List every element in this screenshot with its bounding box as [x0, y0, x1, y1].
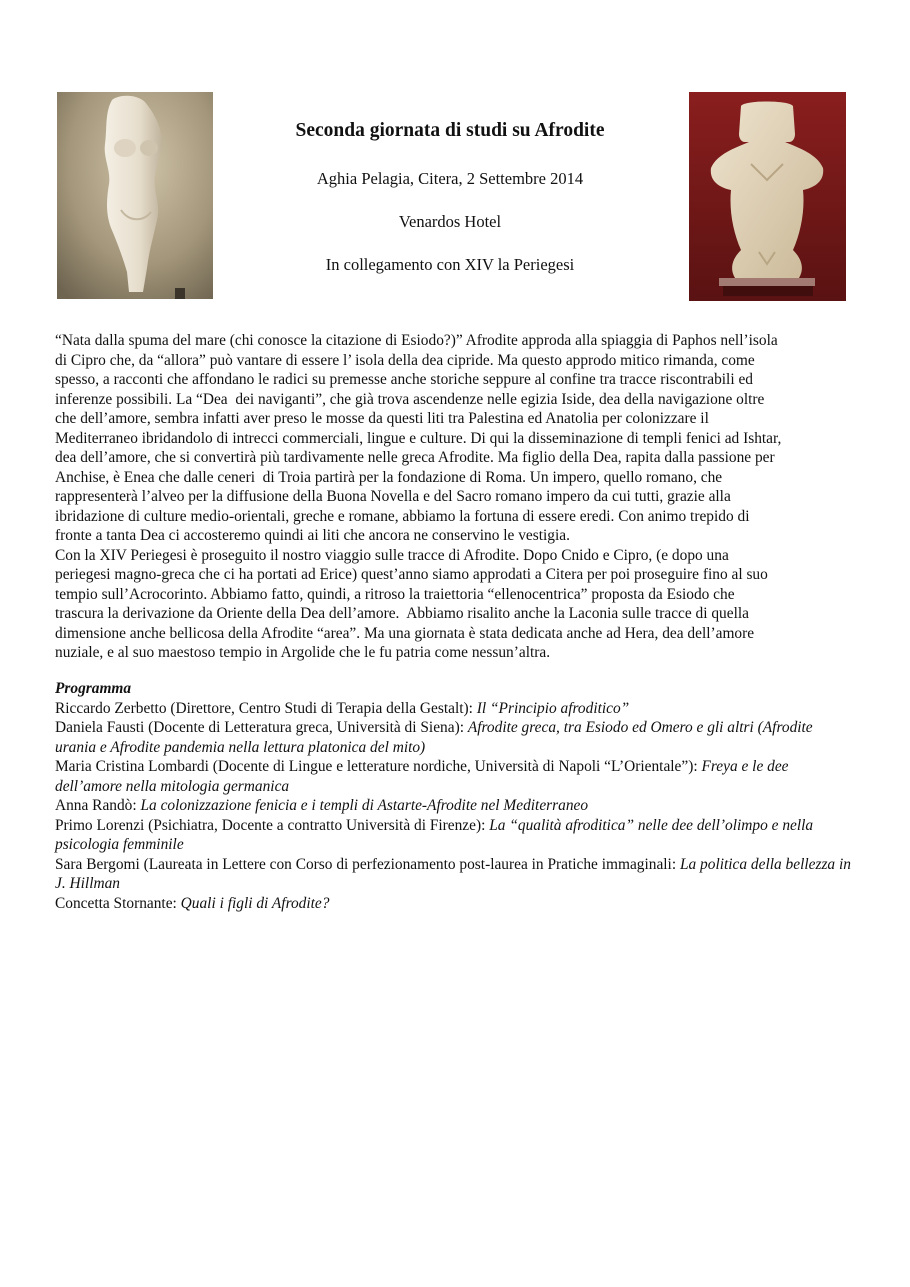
talk-title: Quali i figli di Afrodite? — [180, 894, 330, 912]
event-place-date: Aghia Pelagia, Citera, 2 Settembre 2014 — [316, 169, 584, 188]
program-section — [55, 679, 855, 913]
aphrodite-statue-photo — [57, 92, 213, 299]
intro-text — [55, 331, 855, 663]
event-title: Seconda giornata di studi su Afrodite — [295, 120, 605, 141]
program-item — [55, 699, 855, 719]
talk-title: Il “Principio afroditico” — [476, 699, 630, 717]
speaker: Primo Lorenzi (Psichiatra, Docente a contratto Università di Firenze): — [55, 816, 490, 834]
speaker: Sara Bergomi (Laureata in Lettere con Corso di perfezionamento post-laurea in Pratiche immaginali: — [55, 855, 680, 873]
event-link: In collegamento con XIV la Periegesi — [325, 255, 575, 274]
intro-paragraph-1: “Nata dalla spuma del mare (chi conosce la citazione di Esiodo?)” Afrodite approda alla spiaggia di Paphos nell’isola di Cipro che, da “allora” può vantare di essere l’ isola della dea cipride. Ma questo approdo mitico rimanda, come spesso, a racconti che affondano le radici su premesse anche storiche seppure al confine tra tracce riscontrabili ed inferenze possibili. La “Dea dei naviganti”, che già trova ascendenze nelle egizia Iside, dea della navigazione oltre che dell’amore, sembra infatti aver preso le mosse da questi liti tra Palestina ed Anatolia per colonizzare il Mediterraneo ibridandolo di intrecci commerciali, lingue e culture. Di qui la disseminazione di templi fenici ad Ishtar, dea dell’amore, che si convertirà più tardivamente nelle greca Afrodite. Ma figlio della Dea, rapita dalla passione per Anchise, è Enea che dalle ceneri di Troia partirà per la fondazione di Roma. Un impero, quello romano, che rappresenterà l’alveo per la diffusione della Buona Novella e del Sacro romano impero da cui tutti, grazie alla ibridazione di culture medio-orientali, greche e romane, abbiamo la fortuna di essere eredi. Con animo trepido di fronte a tanta Dea ci accosteremo quindi ai liti che ancora ne conservino le vestigia. — [55, 332, 782, 544]
speaker: Concetta Stornante: — [55, 894, 181, 912]
event-header — [230, 118, 670, 297]
event-venue: Venardos Hotel — [398, 212, 502, 231]
talk-title: La politica della bellezza in J. Hillman — [55, 855, 851, 892]
talk-title: Afrodite greca, tra Esiodo ed Omero e gli altri (Afrodite urania e Afrodite pandemia nella lettura platonica del mito) — [55, 719, 813, 756]
program-item — [55, 718, 855, 757]
speaker: Maria Cristina Lombardi (Docente di Lingue e letterature nordiche, Università di Napoli “L’Orientale”): — [55, 758, 702, 775]
intro-paragraph-2: Con la XIV Periegesi è proseguito il nostro viaggio sulle tracce di Afrodite. Dopo Cnido e Cipro, (e dopo una periegesi magno-greca che ci ha portati ad Erice) quest’anno siamo approdati a Citera per poi proseguire fino al suo tempio sull’Acrocorinto. Abbiamo fatto, quindi, a ritroso la traiettoria “ellenocentrica” proposta da Esiodo che trascura la derivazione da Oriente della Dea dell’amore. Abbiamo risalito anche la Laconia sulle tracce di quella dimensione anche bellicosa della Afrodite “area”. Ma una giornata è stata dedicata anche ad Hera, dea dell’amore nuziale, e al suo maestoso tempio in Argolide che le fu patria come nessun’altra. — [55, 546, 768, 661]
speaker: Riccardo Zerbetto (Direttore, Centro Studi di Terapia della Gestalt): — [55, 699, 477, 717]
talk-title: Freya e le dee dell’amore nella mitologia germanica — [55, 758, 789, 795]
program-item — [55, 855, 855, 894]
stone-idol-photo — [689, 92, 846, 301]
program-item — [55, 816, 855, 855]
talk-title: La colonizzazione fenicia e i templi di Astarte-Afrodite nel Mediterraneo — [140, 797, 589, 814]
speaker: Anna Randò: — [55, 797, 141, 814]
program-item — [55, 757, 855, 796]
talk-title: La “qualità afroditica” nelle dee dell’olimpo e nella psicologia femminile — [55, 816, 814, 853]
speaker: Daniela Fausti (Docente di Letteratura greca, Università di Siena): — [55, 719, 468, 736]
program-heading: Programma — [55, 680, 132, 697]
program-item — [55, 796, 855, 816]
program-item — [55, 894, 855, 914]
